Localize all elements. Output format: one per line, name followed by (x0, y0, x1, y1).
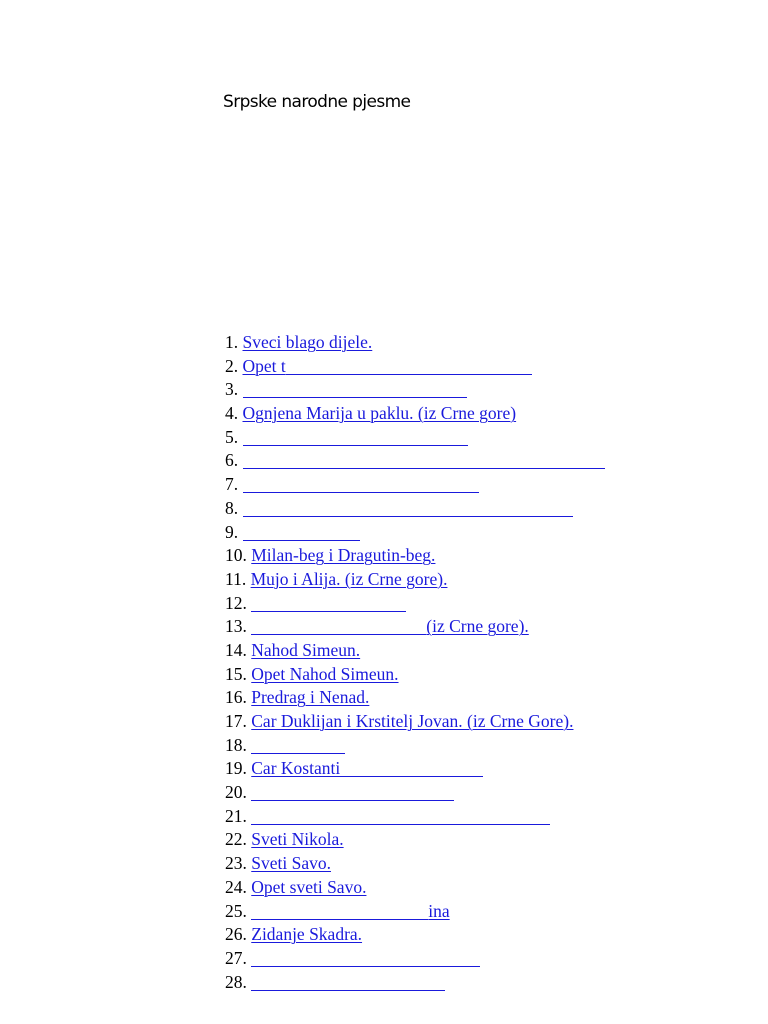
toc-item-link[interactable] (243, 497, 573, 521)
toc-item (225, 900, 605, 924)
toc-item-link[interactable] (243, 402, 517, 426)
toc-item-link[interactable] (251, 710, 573, 734)
toc-item (225, 757, 605, 781)
toc-item-blank (251, 807, 550, 825)
toc-item-number: 7. (225, 474, 243, 495)
toc-item-number: 3. (225, 379, 243, 400)
toc-item-number: 2. (225, 355, 243, 376)
toc-item-title: Sveti Nikola. (251, 829, 344, 850)
toc-item-number: 24. (225, 876, 252, 897)
toc-item-link[interactable] (243, 331, 373, 355)
toc-item-title: Predrag i Nenad. (251, 687, 370, 708)
toc-item (225, 402, 605, 426)
toc-item (225, 331, 605, 355)
toc-item-link[interactable] (243, 426, 468, 450)
toc-item (225, 473, 605, 497)
toc-item-blank (243, 499, 573, 517)
toc-item-title: Opet sveti Savo. (251, 876, 367, 897)
toc-item-link[interactable] (251, 923, 362, 947)
toc-item-number: 13. (225, 616, 252, 637)
toc-item-number: 5. (225, 426, 243, 447)
toc-item (225, 615, 605, 639)
toc-item-blank (251, 617, 426, 635)
toc-item-link[interactable] (251, 734, 345, 758)
toc-item-title: Car Kostanti (251, 758, 341, 779)
toc-item-number: 21. (225, 805, 252, 826)
toc-item (225, 449, 605, 473)
toc-item (225, 568, 605, 592)
toc-item-blank (243, 475, 479, 493)
toc-item (225, 734, 605, 758)
toc-item-link[interactable] (251, 852, 331, 876)
toc-item-number: 12. (225, 592, 252, 613)
toc-item (225, 639, 605, 663)
toc-item-blank (243, 451, 605, 469)
toc-item (225, 592, 605, 616)
toc-item (225, 355, 605, 379)
toc-item-link[interactable] (251, 781, 454, 805)
toc-item-link[interactable] (251, 971, 445, 995)
toc-item-title: Mujo i Alija. (iz Crne gore). (250, 568, 448, 589)
toc-item-number: 19. (225, 758, 252, 779)
toc-item (225, 710, 605, 734)
toc-item-link[interactable] (251, 900, 449, 924)
toc-item-title: Nahod Simeun. (251, 639, 361, 660)
toc-item-blank (251, 902, 428, 920)
toc-item-link[interactable] (251, 876, 366, 900)
toc-item-link[interactable] (251, 663, 398, 687)
toc-item-number: 16. (225, 687, 252, 708)
toc-item-number: 27. (225, 947, 252, 968)
toc-item-number: 17. (225, 711, 252, 731)
toc-item (225, 781, 605, 805)
toc-item (225, 544, 605, 568)
toc-item-blank (251, 594, 406, 612)
table-of-contents (225, 331, 605, 994)
toc-item (225, 828, 605, 852)
toc-item-title: Car Duklijan i Krstitelj Jovan. (iz Crne Gore). (251, 711, 574, 731)
toc-item-blank (251, 949, 480, 967)
toc-item-title: (iz Crne gore). (426, 616, 529, 637)
toc-item (225, 521, 605, 545)
toc-item-link[interactable] (251, 947, 480, 971)
toc-item-number: 25. (225, 900, 252, 921)
toc-item-number: 20. (225, 782, 252, 803)
toc-item-number: 11. (225, 568, 251, 589)
toc-item-title: Ognjena Marija u paklu. (iz Crne gore) (242, 403, 517, 424)
toc-item-number: 18. (225, 734, 252, 755)
toc-item-title: ina (428, 900, 450, 921)
toc-item (225, 923, 605, 947)
toc-item (225, 663, 605, 687)
toc-item-link[interactable] (243, 473, 479, 497)
toc-item-link[interactable] (251, 592, 406, 616)
toc-item-number: 23. (225, 853, 252, 874)
toc-item-number: 10. (225, 545, 252, 566)
toc-item-number: 22. (225, 829, 252, 850)
toc-item-title: Milan-beg i Dragutin-beg. (251, 545, 436, 566)
toc-item-link[interactable] (251, 686, 369, 710)
toc-item (225, 497, 605, 521)
toc-item-number: 6. (225, 450, 243, 471)
toc-item-blank (251, 783, 454, 801)
toc-item-title: Opet Nahod Simeun. (251, 663, 399, 684)
toc-item-blank (243, 380, 467, 398)
toc-item-blank (340, 759, 483, 777)
toc-item-blank (251, 973, 445, 991)
toc-item-blank (243, 428, 468, 446)
toc-item-blank (286, 357, 532, 375)
toc-item (225, 805, 605, 829)
toc-item-blank (243, 523, 360, 541)
toc-item-link[interactable] (251, 757, 483, 781)
toc-item-link[interactable] (251, 828, 343, 852)
toc-item-number: 9. (225, 521, 243, 542)
document-title: Srpske narodne pjesme (223, 92, 411, 112)
toc-item (225, 971, 605, 995)
toc-item-number: 8. (225, 497, 243, 518)
toc-item-link[interactable] (243, 355, 532, 379)
toc-item-number: 28. (225, 971, 252, 992)
toc-item (225, 426, 605, 450)
toc-item-link[interactable] (251, 639, 360, 663)
toc-item-number: 15. (225, 663, 252, 684)
toc-item-link[interactable] (251, 544, 435, 568)
toc-item (225, 852, 605, 876)
toc-item-number: 14. (225, 639, 252, 660)
toc-item-link[interactable] (243, 449, 605, 473)
toc-item-number: 1. (225, 332, 243, 352)
toc-item (225, 947, 605, 971)
toc-item-title: Zidanje Skadra. (251, 924, 363, 945)
toc-item (225, 686, 605, 710)
toc-item-number: 26. (225, 924, 252, 945)
toc-item-title: Sveci blago dijele. (242, 332, 373, 352)
toc-item (225, 876, 605, 900)
toc-item-title: Opet t (242, 355, 286, 376)
toc-item-title: Sveti Savo. (251, 853, 331, 874)
toc-item-blank (251, 736, 345, 754)
toc-item-number: 4. (225, 403, 243, 424)
toc-item-link[interactable] (251, 568, 448, 592)
toc-item-link[interactable] (243, 521, 360, 545)
toc-item-link[interactable] (243, 378, 467, 402)
toc-item (225, 378, 605, 402)
toc-item-link[interactable] (251, 805, 550, 829)
toc-item-link[interactable] (251, 615, 529, 639)
